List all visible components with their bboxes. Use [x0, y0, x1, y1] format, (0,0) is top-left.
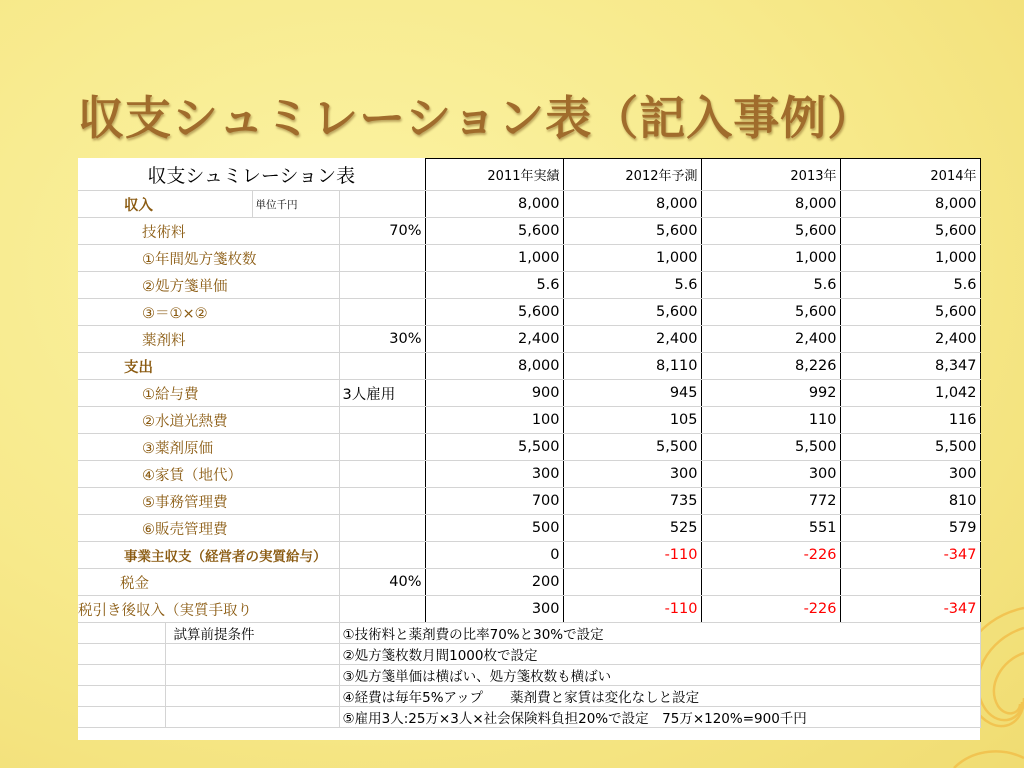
value-cell: 8,000	[425, 353, 563, 380]
value-cell: 100	[425, 407, 563, 434]
value-cell: 8,110	[563, 353, 701, 380]
value-cell: -226	[701, 542, 840, 569]
value-cell: 5,600	[840, 218, 980, 245]
value-cell	[701, 569, 840, 596]
value-cell: -110	[563, 542, 701, 569]
value-cell: 551	[701, 515, 840, 542]
conditions-section	[78, 623, 980, 728]
table-row	[78, 461, 980, 488]
row-label: ②水道光熱費	[78, 407, 339, 434]
table-header-row	[78, 159, 980, 191]
table-row	[78, 326, 980, 353]
year-header-2013: 2013年	[701, 159, 840, 191]
value-cell: -226	[701, 596, 840, 623]
table-title: 収支シュミレーション表	[78, 159, 425, 191]
value-cell: 116	[840, 407, 980, 434]
value-cell: 2,400	[701, 326, 840, 353]
condition-text: ③処方箋単価は横ばい、処方箋枚数も横ばい	[339, 665, 980, 686]
row-note	[339, 353, 425, 380]
row-note	[339, 191, 425, 218]
empty-cell	[78, 644, 165, 665]
table-row	[78, 245, 980, 272]
slide-title: 収支シュミレーション表（記入事例）	[78, 91, 875, 145]
table-row	[78, 218, 980, 245]
value-cell: 2,400	[840, 326, 980, 353]
empty-cell	[165, 707, 339, 728]
value-cell: 1,000	[425, 245, 563, 272]
table-row	[78, 434, 980, 461]
simulation-table	[78, 158, 981, 728]
row-label: 収入	[78, 191, 252, 218]
value-cell: 5.6	[563, 272, 701, 299]
empty-cell	[165, 665, 339, 686]
empty-cell	[78, 686, 165, 707]
value-cell: 5,600	[701, 218, 840, 245]
row-label: ②処方箋単価	[78, 272, 339, 299]
value-cell: 300	[701, 461, 840, 488]
year-header-2014: 2014年	[840, 159, 980, 191]
row-label: ③＝①×②	[78, 299, 339, 326]
empty-cell	[78, 665, 165, 686]
row-label: 事業主収支（経営者の実質給与）	[78, 542, 339, 569]
row-note	[339, 272, 425, 299]
row-label: 薬剤料	[78, 326, 339, 353]
row-label: 技術料	[78, 218, 339, 245]
value-cell: 945	[563, 380, 701, 407]
value-cell: 579	[840, 515, 980, 542]
conditions-label: 試算前提条件	[165, 623, 339, 644]
value-cell: -347	[840, 542, 980, 569]
value-cell: 5,500	[563, 434, 701, 461]
value-cell: 2,400	[425, 326, 563, 353]
row-label: ⑤事務管理費	[78, 488, 339, 515]
table-row	[78, 488, 980, 515]
value-cell: 1,000	[840, 245, 980, 272]
row-note	[339, 461, 425, 488]
row-note	[339, 299, 425, 326]
row-label: 税引き後収入（実質手取り	[78, 596, 339, 623]
condition-row	[78, 707, 980, 728]
table-row	[78, 596, 980, 623]
row-label: ③薬剤原価	[78, 434, 339, 461]
value-cell: 105	[563, 407, 701, 434]
row-label: ⑥販売管理費	[78, 515, 339, 542]
row-note: 3人雇用	[339, 380, 425, 407]
value-cell: 5,600	[563, 299, 701, 326]
value-cell: 300	[425, 461, 563, 488]
year-header-2012: 2012年予測	[563, 159, 701, 191]
condition-text: ②処方箋枚数月間1000枚で設定	[339, 644, 980, 665]
row-label: 支出	[78, 353, 339, 380]
value-cell: 5.6	[701, 272, 840, 299]
condition-text: ④経費は毎年5%アップ 薬剤費と家賃は変化なしと設定	[339, 686, 980, 707]
value-cell: 8,347	[840, 353, 980, 380]
value-cell: 992	[701, 380, 840, 407]
value-cell: 8,000	[701, 191, 840, 218]
value-cell: 8,000	[840, 191, 980, 218]
value-cell: 1,000	[563, 245, 701, 272]
value-cell: 5.6	[425, 272, 563, 299]
row-label: ④家賃（地代）	[78, 461, 339, 488]
value-cell: 1,000	[701, 245, 840, 272]
row-label: 税金	[78, 569, 339, 596]
value-cell: 735	[563, 488, 701, 515]
table-body	[78, 191, 980, 623]
condition-row	[78, 623, 980, 644]
value-cell: 5,600	[425, 299, 563, 326]
row-note	[339, 596, 425, 623]
row-note: 30%	[339, 326, 425, 353]
value-cell: -110	[563, 596, 701, 623]
value-cell: 2,400	[563, 326, 701, 353]
table-row	[78, 272, 980, 299]
value-cell: 8,000	[425, 191, 563, 218]
row-note	[339, 434, 425, 461]
value-cell: 5,600	[563, 218, 701, 245]
value-cell: 200	[425, 569, 563, 596]
value-cell: 8,226	[701, 353, 840, 380]
value-cell: 5,600	[701, 299, 840, 326]
table-row	[78, 353, 980, 380]
value-cell: 5,500	[701, 434, 840, 461]
value-cell: 110	[701, 407, 840, 434]
value-cell: 772	[701, 488, 840, 515]
condition-text: ①技術料と薬剤費の比率70%と30%で設定	[339, 623, 980, 644]
table-row	[78, 191, 980, 218]
value-cell: 5,500	[425, 434, 563, 461]
row-note: 40%	[339, 569, 425, 596]
row-label: ①年間処方箋枚数	[78, 245, 339, 272]
value-cell: 525	[563, 515, 701, 542]
empty-cell	[165, 686, 339, 707]
value-cell: 900	[425, 380, 563, 407]
row-note	[339, 407, 425, 434]
row-note	[339, 515, 425, 542]
table-row	[78, 299, 980, 326]
empty-cell	[165, 644, 339, 665]
table-row	[78, 380, 980, 407]
table-row	[78, 542, 980, 569]
value-cell: 5,600	[425, 218, 563, 245]
row-note: 70%	[339, 218, 425, 245]
row-note	[339, 488, 425, 515]
table-row	[78, 569, 980, 596]
row-label: ①給与費	[78, 380, 339, 407]
condition-text: ⑤雇用3人:25万×3人×社会保険料負担20%で設定 75万×120%=900千円	[339, 707, 980, 728]
value-cell: 700	[425, 488, 563, 515]
year-header-2011: 2011年実績	[425, 159, 563, 191]
row-note	[339, 542, 425, 569]
condition-row	[78, 686, 980, 707]
value-cell: 300	[425, 596, 563, 623]
value-cell	[563, 569, 701, 596]
value-cell: 300	[840, 461, 980, 488]
value-cell: 1,042	[840, 380, 980, 407]
unit-label: 単位千円	[252, 191, 339, 218]
condition-row	[78, 665, 980, 686]
value-cell: 500	[425, 515, 563, 542]
simulation-spreadsheet	[78, 158, 980, 740]
value-cell: 300	[563, 461, 701, 488]
value-cell	[840, 569, 980, 596]
row-note	[339, 245, 425, 272]
value-cell: 5,500	[840, 434, 980, 461]
value-cell: -347	[840, 596, 980, 623]
value-cell: 8,000	[563, 191, 701, 218]
table-row	[78, 515, 980, 542]
empty-cell	[78, 623, 165, 644]
value-cell: 5,600	[840, 299, 980, 326]
empty-cell	[78, 707, 165, 728]
condition-row	[78, 644, 980, 665]
value-cell: 5.6	[840, 272, 980, 299]
table-row	[78, 407, 980, 434]
value-cell: 0	[425, 542, 563, 569]
value-cell: 810	[840, 488, 980, 515]
